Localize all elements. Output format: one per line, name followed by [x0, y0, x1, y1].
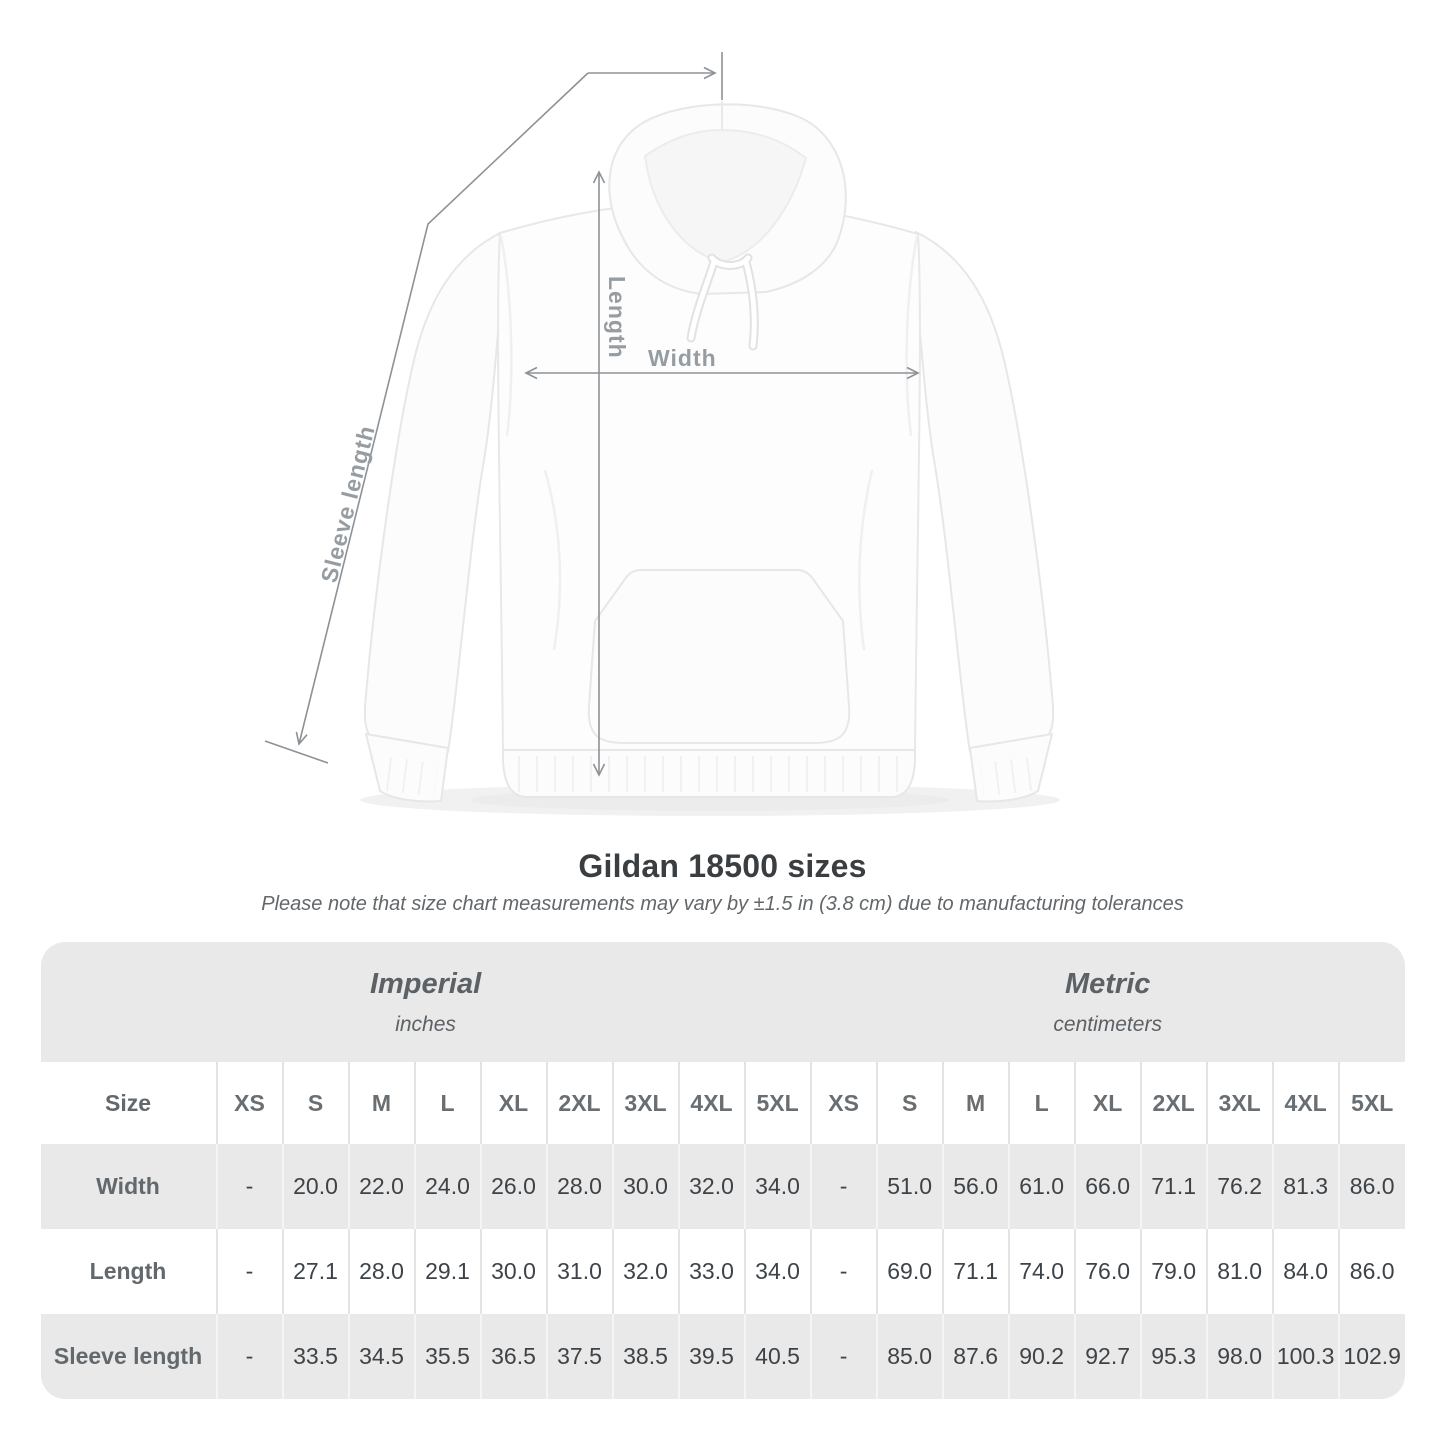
size-header-row — [41, 1062, 1405, 1144]
unit-group-header-row — [41, 942, 1405, 1062]
size-col-header-metric-2xl: 2XL — [1141, 1062, 1207, 1144]
width-label: Width — [648, 345, 717, 371]
value-cell: 51.0 — [877, 1144, 943, 1229]
value-cell: 90.2 — [1009, 1314, 1075, 1399]
value-cell: 95.3 — [1141, 1314, 1207, 1399]
value-cell: 24.0 — [415, 1144, 481, 1229]
left-sleeve — [365, 232, 504, 752]
size-col-header-metric-xl: XL — [1075, 1062, 1141, 1144]
value-cell: 71.1 — [943, 1229, 1009, 1314]
value-cell: - — [811, 1144, 877, 1229]
size-col-header-imperial-s: S — [283, 1062, 349, 1144]
value-cell: 76.0 — [1075, 1229, 1141, 1314]
size-col-header-metric-3xl: 3XL — [1207, 1062, 1273, 1144]
value-cell: 38.5 — [613, 1314, 679, 1399]
value-cell: 37.5 — [547, 1314, 613, 1399]
size-table-container — [41, 942, 1405, 1399]
value-cell: 86.0 — [1339, 1229, 1405, 1314]
value-cell: 100.3 — [1273, 1314, 1339, 1399]
size-table — [41, 942, 1405, 1399]
row-label: Width — [96, 1173, 160, 1199]
page-title: Gildan 18500 sizes — [578, 848, 867, 884]
value-cell: 28.0 — [349, 1229, 415, 1314]
size-column-header: Size — [41, 1062, 217, 1144]
value-cell: 39.5 — [679, 1314, 745, 1399]
imperial-group-header — [41, 942, 811, 1062]
kangaroo-pocket — [589, 570, 849, 743]
metric-group-header — [811, 942, 1405, 1062]
measurement-row-length — [41, 1229, 1405, 1314]
metric-group-name: Metric — [1064, 967, 1151, 1000]
size-col-header-metric-m: M — [943, 1062, 1009, 1144]
measurement-row-width — [41, 1144, 1405, 1229]
value-cell: 92.7 — [1075, 1314, 1141, 1399]
value-cell: 66.0 — [1075, 1144, 1141, 1229]
value-cell: 32.0 — [679, 1144, 745, 1229]
value-cell: 74.0 — [1009, 1229, 1075, 1314]
row-label: Sleeve length — [53, 1343, 203, 1369]
value-cell: 22.0 — [349, 1144, 415, 1229]
value-cell: - — [217, 1314, 283, 1399]
value-cell: 29.1 — [415, 1229, 481, 1314]
size-col-header-imperial-xl: XL — [481, 1062, 547, 1144]
size-col-header-imperial-4xl: 4XL — [679, 1062, 745, 1144]
row-label: Length — [89, 1258, 167, 1284]
size-col-header-metric-xs: XS — [811, 1062, 877, 1144]
value-cell: 61.0 — [1009, 1144, 1075, 1229]
value-cell: 81.3 — [1273, 1144, 1339, 1229]
value-cell: 71.1 — [1141, 1144, 1207, 1229]
size-col-header-metric-4xl: 4XL — [1273, 1062, 1339, 1144]
value-cell: 84.0 — [1273, 1229, 1339, 1314]
size-col-header-imperial-l: L — [415, 1062, 481, 1144]
value-cell: 36.5 — [481, 1314, 547, 1399]
value-cell: 30.0 — [481, 1229, 547, 1314]
value-cell: - — [811, 1229, 877, 1314]
right-sleeve — [914, 232, 1053, 752]
value-cell: - — [217, 1229, 283, 1314]
value-cell: - — [217, 1144, 283, 1229]
size-col-header-imperial-3xl: 3XL — [613, 1062, 679, 1144]
value-cell: 27.1 — [283, 1229, 349, 1314]
value-cell: 31.0 — [547, 1229, 613, 1314]
size-col-header-metric-5xl: 5XL — [1339, 1062, 1405, 1144]
size-col-header-imperial-2xl: 2XL — [547, 1062, 613, 1144]
value-cell: 87.6 — [943, 1314, 1009, 1399]
size-col-header-imperial-m: M — [349, 1062, 415, 1144]
value-cell: 98.0 — [1207, 1314, 1273, 1399]
value-cell: 32.0 — [613, 1229, 679, 1314]
value-cell: 40.5 — [745, 1314, 811, 1399]
imperial-group-unit: inches — [395, 1012, 456, 1036]
hem-band — [503, 750, 915, 797]
value-cell: 69.0 — [877, 1229, 943, 1314]
size-col-header-metric-l: L — [1009, 1062, 1075, 1144]
length-label: Length — [604, 276, 630, 359]
size-col-header-imperial-xs: XS — [217, 1062, 283, 1144]
size-col-header-imperial-5xl: 5XL — [745, 1062, 811, 1144]
value-cell: 28.0 — [547, 1144, 613, 1229]
value-cell: 33.5 — [283, 1314, 349, 1399]
value-cell: 35.5 — [415, 1314, 481, 1399]
value-cell: 30.0 — [613, 1144, 679, 1229]
value-cell: 33.0 — [679, 1229, 745, 1314]
value-cell: 76.2 — [1207, 1144, 1273, 1229]
value-cell: 85.0 — [877, 1314, 943, 1399]
value-cell: 34.5 — [349, 1314, 415, 1399]
tolerance-note: Please note that size chart measurements may vary by ±1.5 in (3.8 cm) due to manufacturing tolerances — [261, 893, 1184, 915]
value-cell: - — [811, 1314, 877, 1399]
measurement-row-sleeve-length — [41, 1314, 1405, 1399]
value-cell: 56.0 — [943, 1144, 1009, 1229]
value-cell: 34.0 — [745, 1144, 811, 1229]
value-cell: 81.0 — [1207, 1229, 1273, 1314]
value-cell: 26.0 — [481, 1144, 547, 1229]
hoodie-illustration — [360, 101, 1060, 816]
imperial-group-name: Imperial — [369, 967, 482, 1000]
value-cell: 86.0 — [1339, 1144, 1405, 1229]
metric-group-unit: centimeters — [1053, 1012, 1162, 1036]
value-cell: 79.0 — [1141, 1229, 1207, 1314]
sleeve-length-label: Sleeve length — [315, 422, 380, 586]
value-cell: 20.0 — [283, 1144, 349, 1229]
value-cell: 102.9 — [1339, 1314, 1405, 1399]
value-cell: 34.0 — [745, 1229, 811, 1314]
size-col-header-metric-s: S — [877, 1062, 943, 1144]
